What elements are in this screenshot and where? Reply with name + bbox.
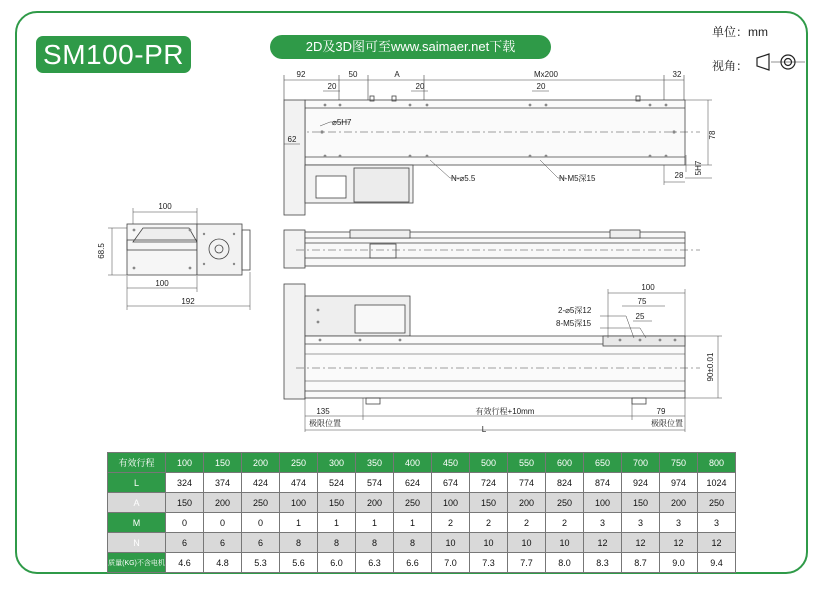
table-cell: 8.0 <box>546 553 584 573</box>
dimension-label: 135 <box>316 407 330 416</box>
dimension-label: 192 <box>181 297 195 306</box>
table-cell: 6.3 <box>356 553 394 573</box>
table-header: 500 <box>470 453 508 473</box>
table-cell: 9.4 <box>698 553 736 573</box>
table-cell: 1 <box>280 513 318 533</box>
dimension-label: 79 <box>656 407 666 416</box>
table-cell: 2 <box>432 513 470 533</box>
dimension-label: 100 <box>155 279 169 288</box>
table-cell: 10 <box>546 533 584 553</box>
table-cell: 6 <box>204 533 242 553</box>
row-label: N <box>108 533 166 553</box>
view-label: 视角： <box>712 59 749 73</box>
table-cell: 2 <box>546 513 584 533</box>
dimension-label: 5H7 <box>694 160 703 176</box>
unit-label: 单位：mm <box>712 25 768 39</box>
table-cell: 200 <box>508 493 546 513</box>
row-label: A <box>108 493 166 513</box>
table-cell: 10 <box>470 533 508 553</box>
dimension-label: 100 <box>158 202 172 211</box>
table-cell: 2 <box>470 513 508 533</box>
table-row <box>108 553 736 573</box>
table-cell: 150 <box>470 493 508 513</box>
table-cell: 324 <box>166 473 204 493</box>
table-cell: 7.0 <box>432 553 470 573</box>
table-cell: 12 <box>698 533 736 553</box>
table-cell: 200 <box>204 493 242 513</box>
table-cell: 150 <box>166 493 204 513</box>
table-header: 800 <box>698 453 736 473</box>
table-cell: 250 <box>242 493 280 513</box>
table-cell: 7.7 <box>508 553 546 573</box>
table-cell: 12 <box>584 533 622 553</box>
table-cell: 150 <box>318 493 356 513</box>
table-cell: 100 <box>280 493 318 513</box>
table-cell: 3 <box>622 513 660 533</box>
table-cell: 924 <box>622 473 660 493</box>
table-cell: 150 <box>622 493 660 513</box>
table-cell: 0 <box>166 513 204 533</box>
dimension-label: 90±0.01 <box>706 352 715 382</box>
table-cell: 250 <box>394 493 432 513</box>
dimension-label: A <box>394 70 400 79</box>
table-cell: 8 <box>394 533 432 553</box>
table-cell: 6.0 <box>318 553 356 573</box>
dimension-label: 32 <box>672 70 682 79</box>
table-cell: 674 <box>432 473 470 493</box>
table-cell: 624 <box>394 473 432 493</box>
dimension-label: N-⌀5.5 <box>451 174 476 183</box>
table-row <box>108 473 736 493</box>
dimension-label: 62 <box>287 135 297 144</box>
table-cell: 12 <box>622 533 660 553</box>
table-header: 400 <box>394 453 432 473</box>
table-cell: 4.8 <box>204 553 242 573</box>
table-cell: 3 <box>660 513 698 533</box>
dimension-label: 28 <box>674 171 684 180</box>
dimension-label: 100 <box>641 283 655 292</box>
top-view <box>284 75 712 215</box>
table-header: 550 <box>508 453 546 473</box>
table-cell: 200 <box>660 493 698 513</box>
table-header: 750 <box>660 453 698 473</box>
side-view <box>284 230 700 268</box>
table-cell: 874 <box>584 473 622 493</box>
table-cell: 724 <box>470 473 508 493</box>
model-title: SM100-PR <box>36 36 191 73</box>
table-cell: 200 <box>356 493 394 513</box>
table-header: 有效行程 <box>108 453 166 473</box>
row-label: 质量(KG)不含电机 <box>108 553 166 573</box>
table-cell: 8 <box>356 533 394 553</box>
table-cell: 424 <box>242 473 280 493</box>
table-cell: 100 <box>584 493 622 513</box>
table-cell: 8.7 <box>622 553 660 573</box>
table-cell: 5.6 <box>280 553 318 573</box>
table-cell: 1024 <box>698 473 736 493</box>
dimension-label: N-M5深15 <box>559 174 596 183</box>
table-cell: 974 <box>660 473 698 493</box>
dimension-label: 极限位置 <box>309 419 341 428</box>
dimension-label: 20 <box>415 82 425 91</box>
download-link[interactable]: 2D及3D图可至www.saimaer.net下载 <box>270 35 551 59</box>
table-cell: 100 <box>432 493 470 513</box>
table-cell: 5.3 <box>242 553 280 573</box>
table-cell: 1 <box>318 513 356 533</box>
dimension-label: 20 <box>327 82 337 91</box>
table-cell: 12 <box>660 533 698 553</box>
table-cell: 6 <box>166 533 204 553</box>
table-cell: 10 <box>508 533 546 553</box>
table-cell: 1 <box>394 513 432 533</box>
table-cell: 0 <box>242 513 280 533</box>
table-cell: 4.6 <box>166 553 204 573</box>
table-header: 700 <box>622 453 660 473</box>
table-cell: 1 <box>356 513 394 533</box>
table-cell: 250 <box>546 493 584 513</box>
dimension-label: 2-⌀5深12 <box>558 306 592 315</box>
table-cell: 524 <box>318 473 356 493</box>
table-row <box>108 493 736 513</box>
table-header: 600 <box>546 453 584 473</box>
table-header: 250 <box>280 453 318 473</box>
dimension-label: Mx200 <box>533 70 559 79</box>
table-row <box>108 533 736 553</box>
table-header: 100 <box>166 453 204 473</box>
dimension-label: 50 <box>348 70 358 79</box>
table-header: 650 <box>584 453 622 473</box>
table-cell: 474 <box>280 473 318 493</box>
table-header: 300 <box>318 453 356 473</box>
table-header: 200 <box>242 453 280 473</box>
dimension-label: 8-M5深15 <box>556 319 592 328</box>
table-cell: 8.3 <box>584 553 622 573</box>
dimension-label: 78 <box>708 130 717 140</box>
table-header-row <box>108 453 736 473</box>
table-cell: 7.3 <box>470 553 508 573</box>
dimension-label: 68.5 <box>97 243 106 259</box>
table-cell: 9.0 <box>660 553 698 573</box>
row-label: M <box>108 513 166 533</box>
table-cell: 8 <box>318 533 356 553</box>
table-cell: 250 <box>698 493 736 513</box>
table-cell: 3 <box>698 513 736 533</box>
table-cell: 8 <box>280 533 318 553</box>
table-row <box>108 513 736 533</box>
table-cell: 774 <box>508 473 546 493</box>
dimension-label: 75 <box>637 297 647 306</box>
table-cell: 6 <box>242 533 280 553</box>
table-header: 450 <box>432 453 470 473</box>
dimension-label: 极限位置 <box>651 419 683 428</box>
dimension-label: 25 <box>635 312 645 321</box>
dimension-label: 20 <box>536 82 546 91</box>
table-cell: 574 <box>356 473 394 493</box>
table-header: 350 <box>356 453 394 473</box>
dimension-label: 92 <box>296 70 306 79</box>
row-label: L <box>108 473 166 493</box>
table-cell: 2 <box>508 513 546 533</box>
table-cell: 10 <box>432 533 470 553</box>
table-cell: 3 <box>584 513 622 533</box>
table-cell: 824 <box>546 473 584 493</box>
spec-table <box>107 452 736 573</box>
dimension-label: 有效行程+10mm <box>475 407 535 416</box>
dimension-label: L <box>481 425 487 434</box>
dimension-label: ⌀5H7 <box>332 118 352 127</box>
table-cell: 6.6 <box>394 553 432 573</box>
end-view <box>108 208 250 310</box>
table-cell: 374 <box>204 473 242 493</box>
table-header: 150 <box>204 453 242 473</box>
table-cell: 0 <box>204 513 242 533</box>
